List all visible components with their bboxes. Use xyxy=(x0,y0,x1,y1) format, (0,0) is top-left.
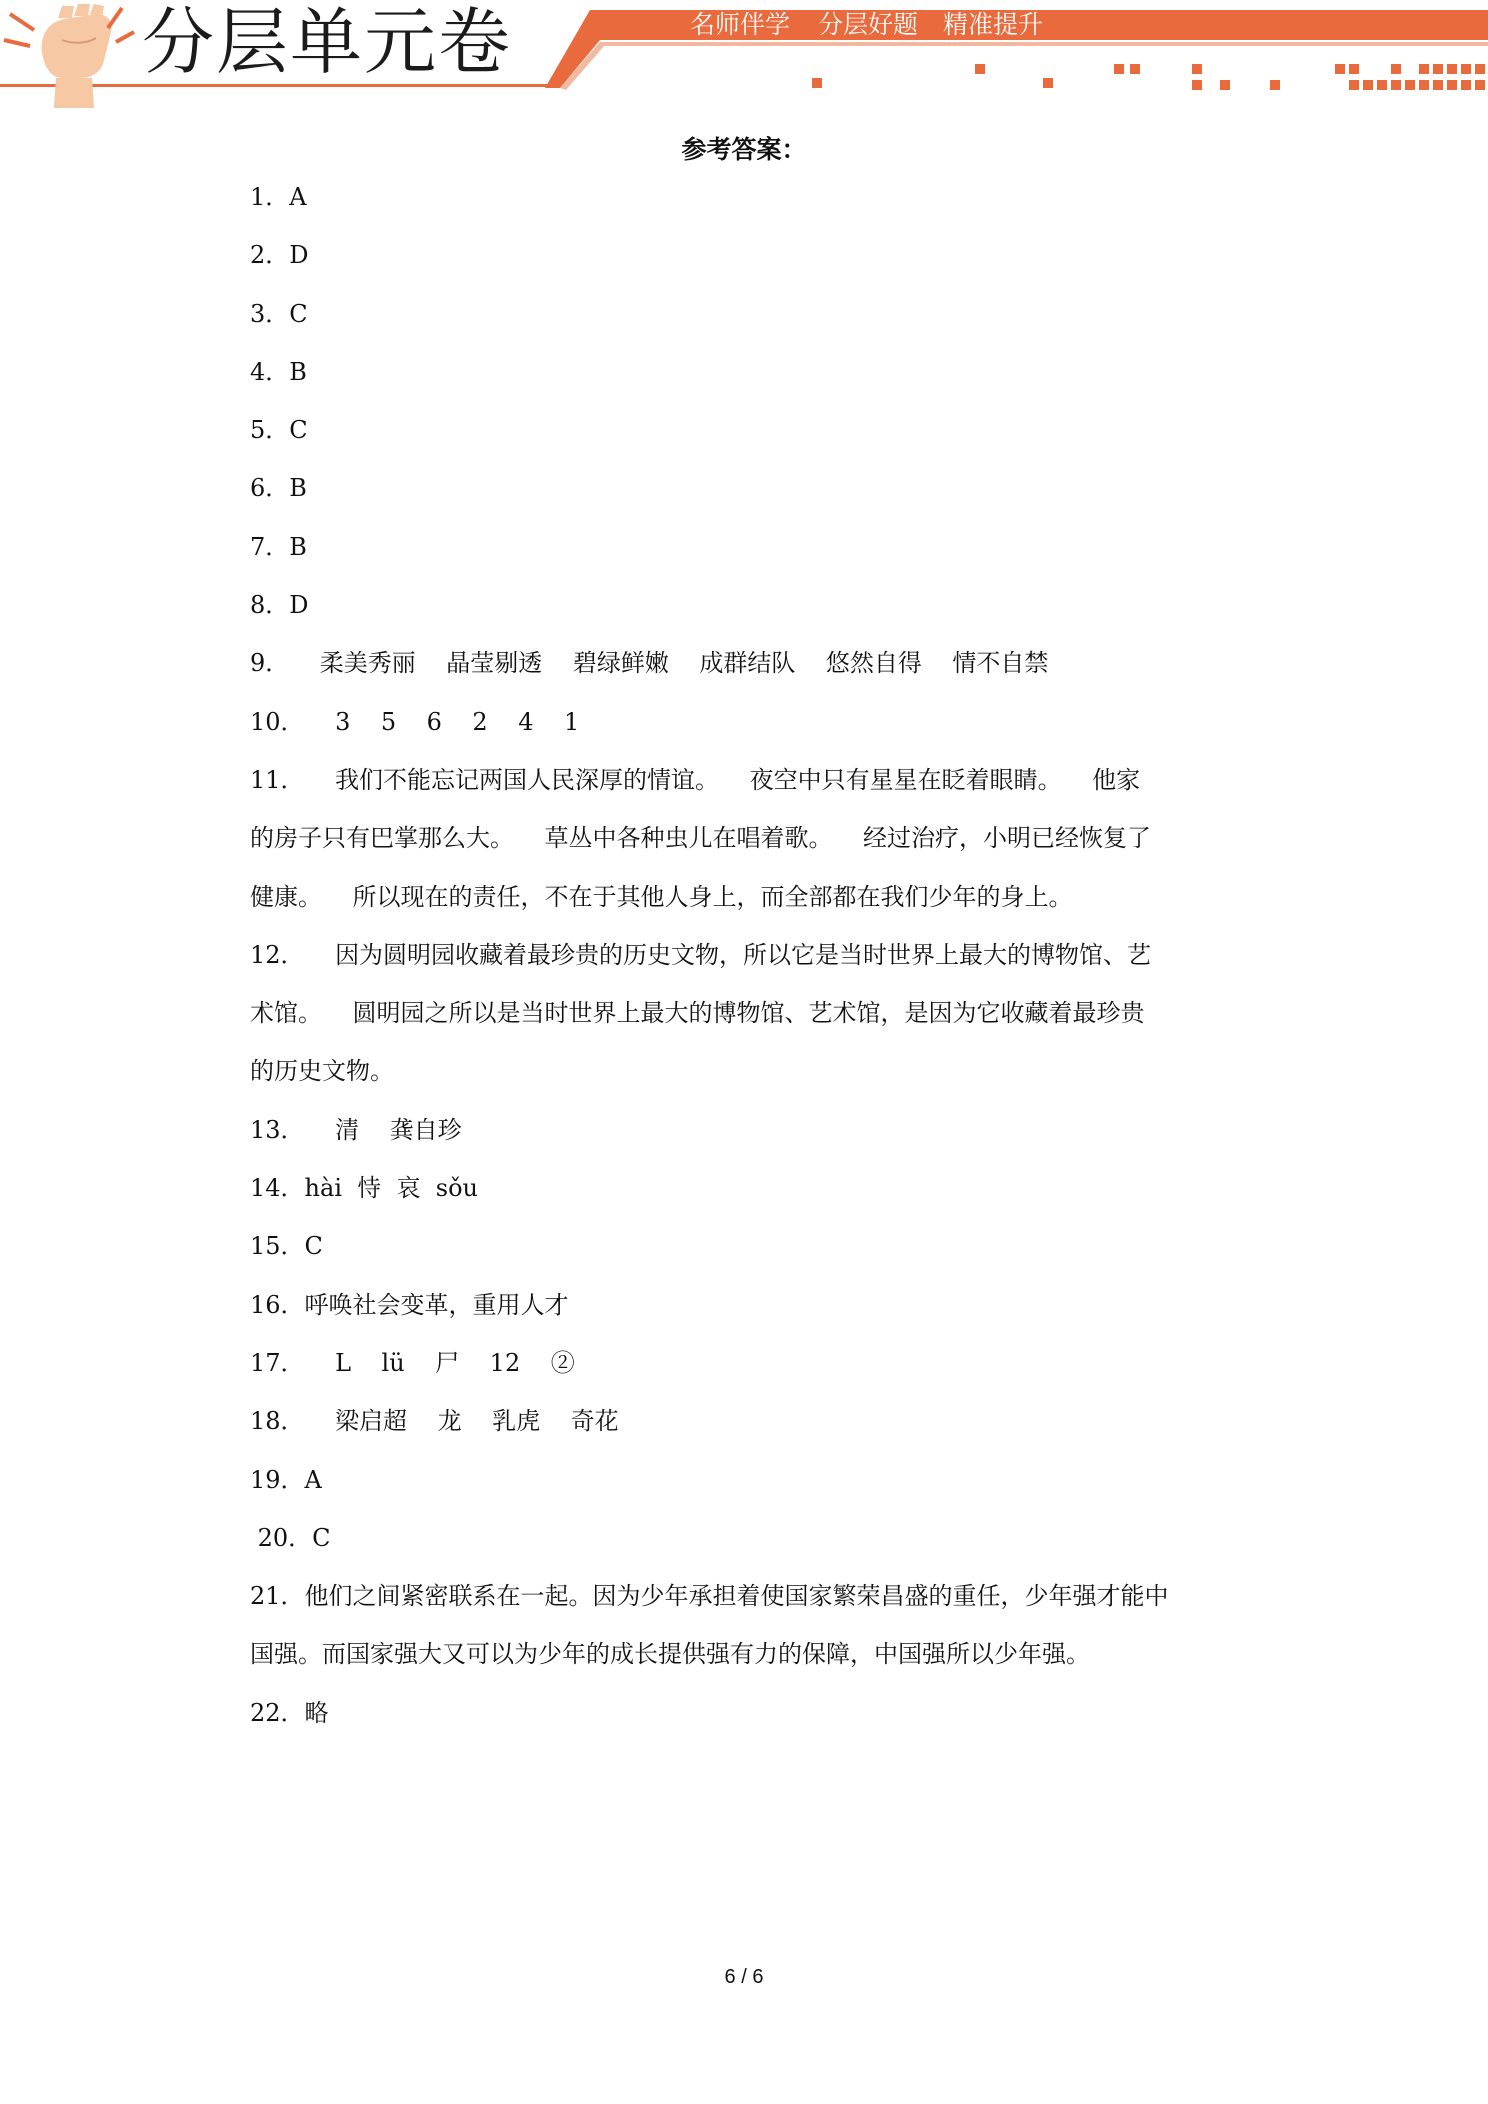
answer-line xyxy=(250,642,1250,700)
answer-line xyxy=(250,1109,1250,1167)
answer-number: 18． xyxy=(250,1407,305,1436)
answer-number: 2． xyxy=(250,241,290,270)
answer-number: 13． xyxy=(250,1115,305,1144)
answer-text: C xyxy=(304,1232,323,1261)
answer-text: 健康。 所以现在的责任，不在于其他人身上，而全部都在我们少年的身上。 xyxy=(250,882,1073,911)
answer-number: 15． xyxy=(250,1232,305,1261)
answer-text: 因为圆明园收藏着最珍贵的历史文物，所以它是当时世界上最大的博物馆、艺 xyxy=(304,940,1152,969)
answer-text: A xyxy=(289,183,307,211)
answer-text: B xyxy=(289,357,307,386)
header-banner xyxy=(0,0,1488,110)
answer-number: 7． xyxy=(250,532,290,561)
answer-text: A xyxy=(304,1465,322,1494)
answer-line xyxy=(250,1517,1250,1575)
answer-line xyxy=(250,1459,1250,1517)
slogan-2: 分层好题 xyxy=(818,10,919,39)
answer-number: 19． xyxy=(250,1465,305,1494)
answer-text: 术馆。 圆明园之所以是当时世界上最大的博物馆、艺术馆，是因为它收藏着最珍贵 xyxy=(250,999,1145,1028)
answer-number: 20． xyxy=(250,1523,313,1552)
answer-line xyxy=(250,584,1250,642)
answer-text: 我们不能忘记两国人民深厚的情谊。 夜空中只有星星在眨着眼睛。 他家 xyxy=(304,765,1141,794)
answer-line xyxy=(250,1400,1250,1458)
answer-line xyxy=(250,992,1250,1050)
answer-text: C xyxy=(289,299,308,328)
answer-line xyxy=(250,351,1250,409)
slogan-3: 精准提升 xyxy=(943,10,1044,39)
answer-number: 1． xyxy=(250,183,290,211)
answer-line xyxy=(250,234,1250,292)
answer-text: 呼唤社会变革，重用人才 xyxy=(304,1290,569,1319)
answer-text: 他们之间紧密联系在一起。因为少年承担着使国家繁荣昌盛的重任，少年强才能中 xyxy=(304,1582,1169,1611)
section-title: 参考答案： xyxy=(681,135,807,164)
decorative-squares xyxy=(812,64,1485,90)
answer-line xyxy=(250,876,1250,934)
answer-number: 11． xyxy=(250,765,305,794)
answer-number: 9． xyxy=(250,649,290,678)
answer-text: C xyxy=(312,1523,331,1552)
answer-number: 3． xyxy=(250,299,290,328)
answer-number: 14． xyxy=(250,1174,305,1203)
answer-number: 4． xyxy=(250,357,290,386)
answer-line xyxy=(250,1284,1250,1342)
answer-line xyxy=(250,409,1250,467)
answer-text: 清 龚自珍 xyxy=(304,1115,462,1144)
brand-title: 分层单元卷 xyxy=(142,0,513,84)
answer-line xyxy=(250,293,1250,351)
answer-text: B xyxy=(289,532,307,561)
answer-text: 国强。而国家强大又可以为少年的成长提供强有力的保障，中国强所以少年强。 xyxy=(250,1640,1090,1669)
answer-line xyxy=(250,467,1250,525)
answer-line xyxy=(250,1342,1250,1400)
answer-line xyxy=(250,526,1250,584)
answer-text: L lü 尸 12 ② xyxy=(304,1348,575,1377)
answer-number: 22． xyxy=(250,1698,305,1727)
answer-number: 5． xyxy=(250,416,290,445)
answer-line xyxy=(250,817,1250,875)
answer-text: 3 5 6 2 4 1 xyxy=(304,707,580,736)
answer-line xyxy=(250,759,1250,817)
answer-list xyxy=(250,176,1250,1750)
answer-text: C xyxy=(289,416,308,445)
answer-line xyxy=(250,1575,1250,1633)
answer-number: 10． xyxy=(250,707,305,736)
answer-number: 8． xyxy=(250,591,290,620)
fist-logo-icon xyxy=(4,4,134,108)
answer-text: D xyxy=(289,241,309,270)
answer-line xyxy=(250,934,1250,992)
answer-number: 16． xyxy=(250,1290,305,1319)
answer-line xyxy=(250,701,1250,759)
slogan-1: 名师伴学 xyxy=(690,10,791,39)
answer-number: 17． xyxy=(250,1348,305,1377)
answer-number: 12． xyxy=(250,940,305,969)
answer-line xyxy=(250,176,1250,234)
answer-number: 21． xyxy=(250,1582,305,1611)
answer-text: 梁启超 龙 乳虎 奇花 xyxy=(304,1407,619,1436)
answer-text: 的历史文物。 xyxy=(250,1057,394,1086)
answer-line xyxy=(250,1167,1250,1225)
answer-text: 的房子只有巴掌那么大。 草丛中各种虫儿在唱着歌。 经过治疗，小明已经恢复了 xyxy=(250,824,1152,853)
answer-text: 略 xyxy=(304,1698,329,1727)
answer-text: D xyxy=(289,591,309,620)
answer-line xyxy=(250,1225,1250,1283)
answer-number: 6． xyxy=(250,474,290,503)
page-number: 6 / 6 xyxy=(724,1966,764,1988)
answer-text: 柔美秀丽 晶莹剔透 碧绿鲜嫩 成群结队 悠然自得 情不自禁 xyxy=(289,649,1049,678)
answer-line xyxy=(250,1692,1250,1750)
answer-line xyxy=(250,1633,1250,1691)
answer-line xyxy=(250,1050,1250,1108)
answer-text: hài 恃 哀 sǒu xyxy=(304,1174,478,1203)
answer-text: B xyxy=(289,474,307,503)
